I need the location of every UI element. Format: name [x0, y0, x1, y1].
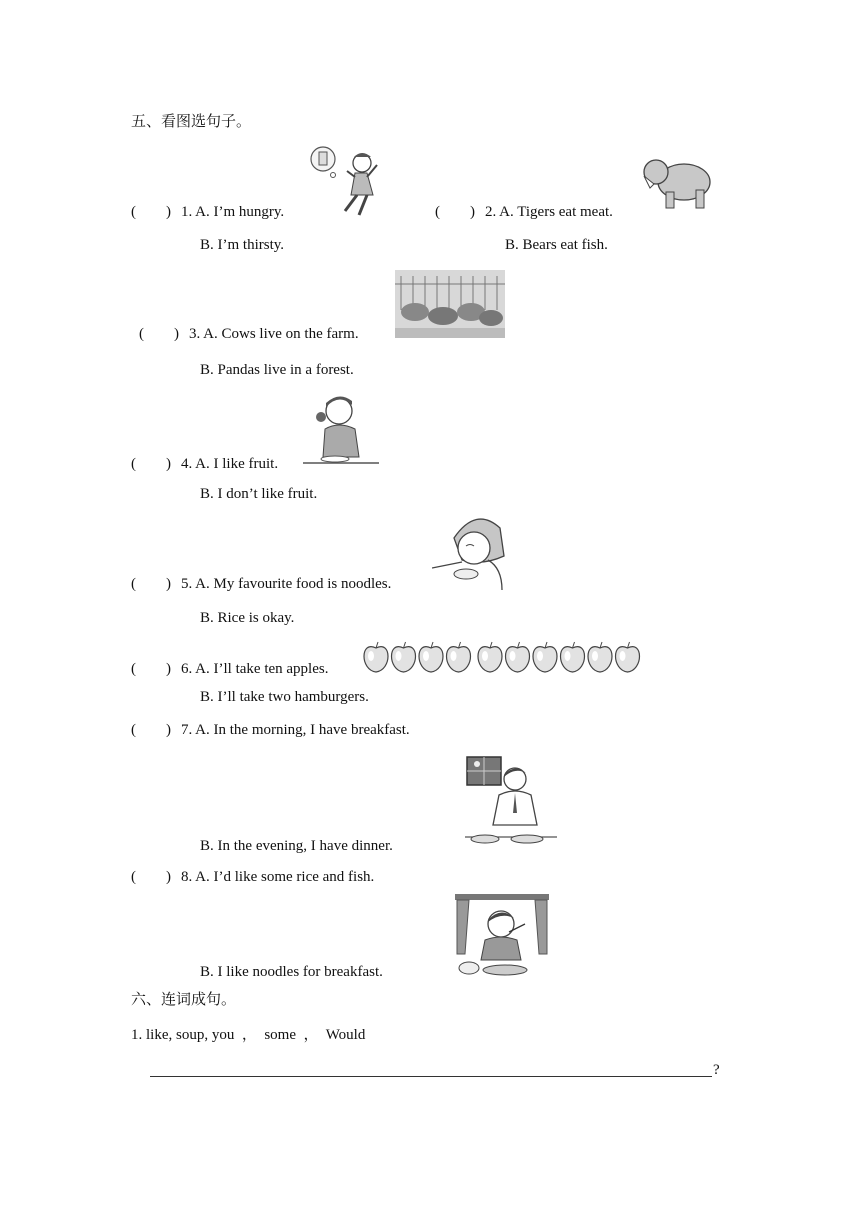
q8-answer-blank[interactable]: ( ) — [131, 869, 171, 885]
apple-icon — [392, 642, 416, 672]
q2-option-b: B. Bears eat fish. — [505, 237, 608, 253]
apple-icon — [588, 642, 612, 672]
s6-q1-answer-line[interactable] — [150, 1076, 712, 1077]
s6-q1-question-mark: ? — [713, 1062, 720, 1078]
q7-option-b: B. In the evening, I have dinner. — [200, 838, 393, 854]
cows-on-farm-icon — [395, 270, 505, 338]
girl-thinking-of-drink-icon — [307, 143, 387, 219]
q1-option-a: 1. A. I’m hungry. — [181, 204, 285, 220]
apple-icon — [561, 642, 585, 672]
q3-option-a: 3. A. Cows live on the farm. — [189, 326, 359, 342]
q5-option-a: 5. A. My favourite food is noodles. — [181, 576, 392, 592]
q4-option-b: B. I don’t like fruit. — [200, 486, 318, 502]
q1-answer-blank[interactable]: ( ) — [131, 204, 171, 220]
apple-icon — [506, 642, 530, 672]
q6-answer-blank[interactable]: ( ) — [131, 661, 171, 677]
apple-icon — [364, 642, 388, 672]
bear-eating-fish-icon — [640, 154, 714, 212]
boy-eating-noodles-icon — [432, 512, 514, 592]
q6-option-b: B. I’ll take two hamburgers. — [200, 689, 369, 705]
q2-option-a: 2. A. Tigers eat meat. — [485, 204, 613, 220]
apple-icon — [478, 642, 502, 672]
q3-answer-blank[interactable]: ( ) — [139, 326, 179, 342]
q4-option-a: 4. A. I like fruit. — [181, 456, 279, 472]
section-five-heading: 五、看图选句子。 — [131, 114, 252, 130]
apple-icon — [447, 642, 471, 672]
q7-option-a: 7. A. In the morning, I have breakfast. — [181, 722, 410, 738]
section-six-heading: 六、连词成句。 — [131, 992, 237, 1008]
apples-icon — [362, 640, 650, 674]
apple-icon — [419, 642, 443, 672]
q5-answer-blank[interactable]: ( ) — [131, 576, 171, 592]
apple-icon — [616, 642, 640, 672]
s6-q1-words: 1. like, soup, you ， some ， Would — [131, 1027, 366, 1043]
q7-answer-blank[interactable]: ( ) — [131, 722, 171, 738]
man-eating-at-night-icon — [465, 755, 557, 851]
q4-answer-blank[interactable]: ( ) — [131, 456, 171, 472]
apple-icon — [533, 642, 557, 672]
q1-option-b: B. I’m thirsty. — [200, 237, 285, 253]
q6-option-a: 6. A. I’ll take ten apples. — [181, 661, 329, 677]
q3-option-b: B. Pandas live in a forest. — [200, 362, 354, 378]
boy-eating-rice-icon — [455, 894, 549, 980]
q2-answer-blank[interactable]: ( ) — [435, 204, 475, 220]
q8-option-a: 8. A. I’d like some rice and fish. — [181, 869, 375, 885]
boy-eating-fruit-icon — [303, 391, 379, 467]
q5-option-b: B. Rice is okay. — [200, 610, 295, 626]
q8-option-b: B. I like noodles for breakfast. — [200, 964, 383, 980]
